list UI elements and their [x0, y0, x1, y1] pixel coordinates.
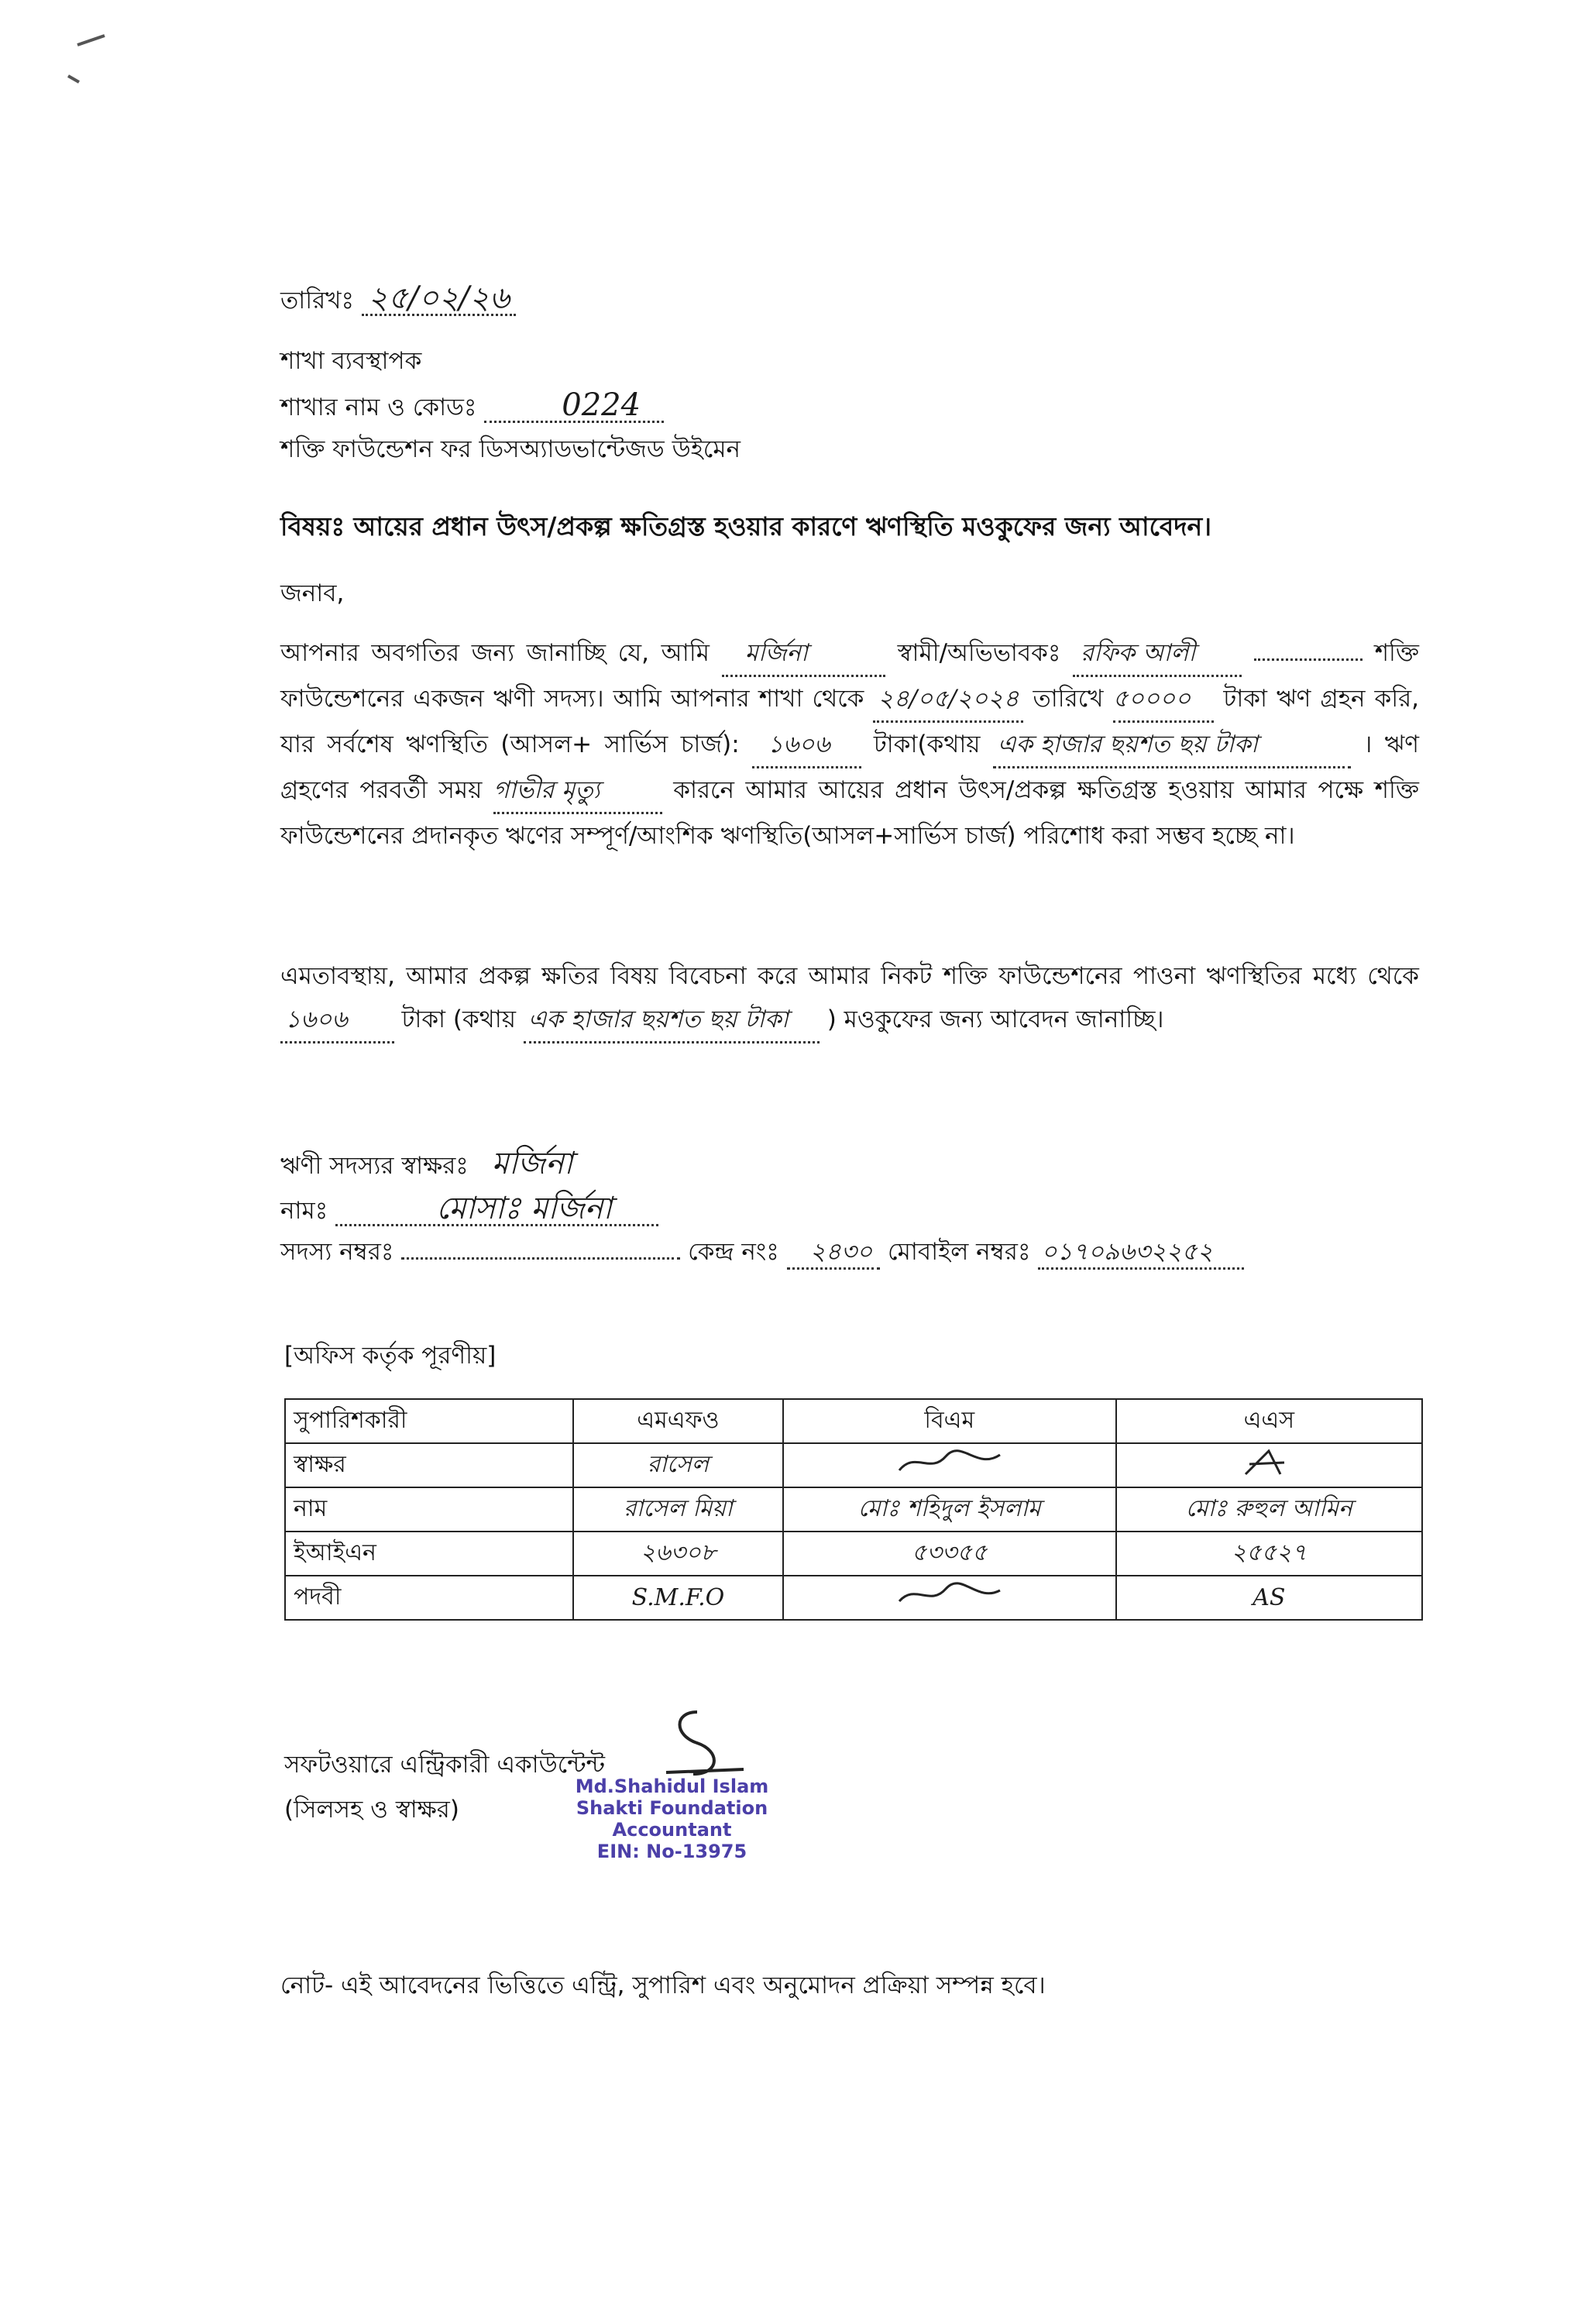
accountant-stamp [569, 1776, 775, 1862]
waive-words: এক হাজার ছয়শত ছয় টাকা [524, 998, 820, 1043]
recommendation-table [284, 1398, 1423, 1621]
date-value: ২৫/০২/২৬ [362, 283, 516, 316]
row-label: পদবী [285, 1576, 573, 1620]
applicant-name: মর্জিনা [722, 631, 885, 677]
table-header: সুপারিশকারী [285, 1399, 573, 1443]
waive-words-label: টাকা (কথায় [401, 1006, 516, 1033]
salutation: জনাব, [280, 579, 345, 607]
table-row [285, 1487, 1422, 1532]
intro-text: আপনার অবগতির জন্য জানাচ্ছি যে, আমি [280, 639, 710, 667]
member-text: শক্তি ফাউন্ডেশনের একজন ঋণী সদস্য। আমি আপনার শাখা থেকে [280, 639, 1420, 713]
after-loan-text: । ঋণ গ্রহণের পরবর্তী সময় [280, 731, 1419, 804]
scan-mark [62, 22, 124, 91]
row-label: ইআইএন [285, 1532, 573, 1576]
branch-code: 0224 [484, 390, 664, 423]
note: নোট- এই আবেদনের ভিত্তিতে এন্ট্রি, সুপারিশ এবং অনুমোদন প্রক্রিয়া সম্পন্ন হবে। [280, 1972, 1046, 1999]
branch-line [280, 387, 664, 423]
table-cell: S.M.F.O [573, 1576, 783, 1620]
date-suffix: তারিখে [1033, 685, 1104, 713]
blank [1254, 658, 1362, 661]
bm-signature [783, 1443, 1116, 1487]
table-header-row [285, 1399, 1422, 1443]
stamp-line: Accountant [612, 1819, 732, 1841]
table-row [285, 1576, 1422, 1620]
loan-date: ২৪/০৫/২০২৪ [873, 677, 1023, 723]
loan-text: টাকা ঋণ গ্রহন করি, যার সর্বশেষ ঋণস্থিতি (আসল+ সার্ভিস চার্জ): [280, 685, 1420, 758]
date-line [280, 280, 516, 316]
table-row [285, 1443, 1422, 1487]
stamp-line: EIN: No-13975 [596, 1841, 747, 1862]
signature-scribble [892, 1580, 1008, 1611]
waive-amount: ১৬০৬ [280, 998, 394, 1043]
center-number: ২৪৩০ [787, 1236, 881, 1270]
loan-balance: ১৬০৬ [752, 723, 861, 768]
stamp-line: Shakti Foundation [576, 1797, 768, 1819]
table-cell: রাসেল মিয়া [573, 1487, 783, 1532]
paragraph-2 [280, 954, 1419, 1043]
member-name: মোসাঃ মর্জিনা [335, 1193, 658, 1226]
mobile-label: মোবাইল নম্বরঃ [888, 1238, 1031, 1266]
table-cell: মোঃ রুহুল আমিন [1116, 1487, 1422, 1532]
table-row [285, 1532, 1422, 1576]
member-signature: মর্জিনা [491, 1146, 573, 1181]
table-cell: রাসেল [573, 1443, 783, 1487]
table-header: বিএম [783, 1399, 1116, 1443]
addressee: শাখা ব্যবস্থাপক [280, 347, 422, 375]
loss-reason: গাভীর মৃত্যু [493, 768, 662, 814]
paragraph-1 [280, 631, 1419, 858]
reason-text: কারনে আমার আয়ের প্রধান উৎস/প্রকল্প ক্ষতিগ্রস্ত হওয়ায় আমার পক্ষে শক্তি ফাউন্ডেশনের প্রদানকৃত ঋণের সম্পূর্ণ/আংশিক ঋণস্থিতি(আসল+সার্ভিস চার্জ) পরিশোধ করা সম্ভব হচ্ছে না। [280, 776, 1420, 850]
seal-label: (সিলসহ ও স্বাক্ষর) [284, 1796, 459, 1824]
guardian-name: রফিক আলী [1073, 631, 1242, 677]
accountant-signature [651, 1704, 759, 1782]
waive-closing: ) মওকুফের জন্য আবেদন জানাচ্ছি। [826, 1006, 1164, 1033]
mobile-number: ০১৭০৯৬৩২২৫২ [1038, 1236, 1244, 1270]
member-sign-label: ঋণী সদস্যর স্বাক্ষরঃ [280, 1152, 469, 1180]
balance-words: এক হাজার ছয়শত ছয় টাকা [993, 723, 1351, 768]
member-sign-line [280, 1148, 573, 1181]
member-number [401, 1257, 680, 1260]
signature-scribble [892, 1447, 1008, 1478]
waive-intro: এমতাবস্থায়, আমার প্রকল্প ক্ষতির বিষয় বিবেচনা করে আমার নিকট শক্তি ফাউন্ডেশনের পাওনা ঋণস্থিতির মধ্যে থেকে [280, 962, 1419, 990]
organization: শক্তি ফাউন্ডেশন ফর ডিসঅ্যাডভান্টেজড উইমেন [280, 435, 741, 463]
table-header: এএস [1116, 1399, 1422, 1443]
row-label: নাম [285, 1487, 573, 1532]
branch-label: শাখার নাম ও কোডঃ [280, 394, 477, 421]
member-name-label: নামঃ [280, 1197, 328, 1225]
center-label: কেন্দ্র নংঃ [688, 1238, 779, 1266]
loan-amount: ৫০০০০ [1113, 677, 1215, 723]
date-label: তারিখঃ [280, 287, 355, 315]
member-number-label: সদস্য নম্বরঃ [280, 1238, 394, 1266]
member-name-line [280, 1193, 658, 1226]
member-number-line [280, 1236, 1244, 1270]
guardian-label: স্বামী/অভিভাবকঃ [897, 639, 1061, 667]
table-cell: ২৫৫২৭ [1116, 1532, 1422, 1576]
as-signature [1116, 1443, 1422, 1487]
table-cell: মোঃ শহিদুল ইসলাম [783, 1487, 1116, 1532]
accountant-label: সফটওয়ারে এন্ট্রিকারী একাউন্টেন্ট [284, 1751, 606, 1779]
office-label: [অফিস কর্তৃক পূরণীয়] [284, 1342, 497, 1370]
signature-scribble [1238, 1447, 1300, 1478]
subject: বিষয়ঃ আয়ের প্রধান উৎস/প্রকল্প ক্ষতিগ্রস্ত হওয়ার কারণে ঋণস্থিতি মওকুফের জন্য আবেদন। [280, 511, 1212, 541]
table-header: এমএফও [573, 1399, 783, 1443]
table-cell: ৫৩৩৫৫ [783, 1532, 1116, 1576]
table-cell: AS [1116, 1576, 1422, 1620]
table-cell: ২৬৩০৮ [573, 1532, 783, 1576]
bm-signature [783, 1576, 1116, 1620]
taka-words-label: টাকা(কথায় [873, 731, 981, 758]
row-label: স্বাক্ষর [285, 1443, 573, 1487]
stamp-line: Md.Shahidul Islam [575, 1776, 769, 1797]
